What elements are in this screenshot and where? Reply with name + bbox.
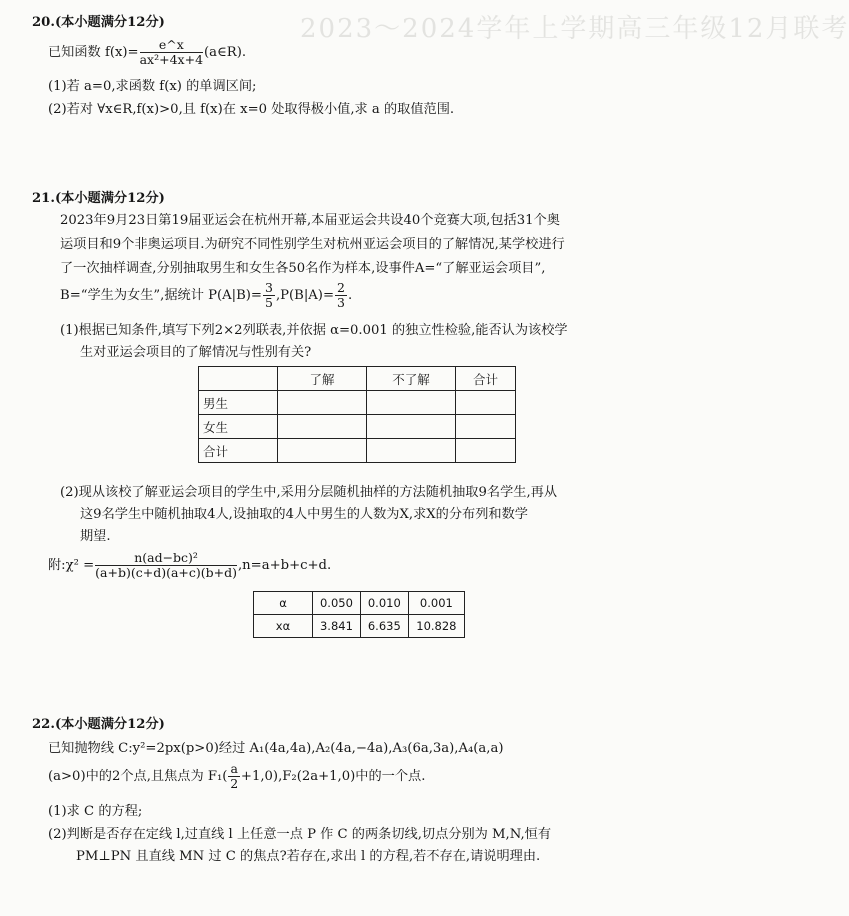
critical-value-label: α	[254, 592, 313, 615]
contingency-cell	[456, 415, 516, 439]
contingency-table	[198, 366, 516, 463]
critical-value-label: xα	[254, 615, 313, 638]
critical-value-cell: 6.635	[360, 615, 408, 638]
contingency-header-cell: 了解	[278, 367, 367, 391]
q21-line4-part-a: B=“学生为女生”,据统计 P(A|B)=	[60, 288, 262, 303]
contingency-cell	[456, 391, 516, 415]
q21-line4-part-c: .	[347, 288, 353, 303]
q21-appendix-formula	[48, 548, 331, 584]
critical-value-cell: 3.841	[313, 615, 361, 638]
contingency-header-cell	[199, 367, 278, 391]
q20-part-2: (2)若对 ∀x∈R,f(x)>0,且 f(x)在 x=0 处取得极小值,求 a 的取值范围.	[48, 102, 455, 117]
critical-value-cell: 0.001	[408, 592, 464, 615]
q22-part-2-line-1: (2)判断是否存在定线 l,过直线 l 上任意一点 P 作 C 的两条切线,切点分别为 M,N,恒有	[48, 827, 552, 842]
contingency-cell	[367, 415, 456, 439]
critical-value-row	[254, 592, 465, 615]
contingency-cell	[278, 415, 367, 439]
chi-square-denominator: (a+b)(c+d)(a+c)(b+d)	[95, 565, 237, 580]
q21-fraction-2-numerator: 2	[337, 280, 345, 295]
q22-text-line-2	[48, 760, 425, 794]
q20-given	[48, 36, 246, 70]
critical-value-cell: 0.050	[313, 592, 361, 615]
q22-focus-fraction	[228, 762, 239, 791]
critical-value-table	[253, 591, 465, 638]
q22-title: 22.(本小题满分12分)	[32, 717, 165, 732]
q21-part-1-line-2: 生对亚运会项目的了解情况与性别有关?	[80, 345, 312, 360]
contingency-header-row	[199, 367, 516, 391]
contingency-cell	[278, 439, 367, 463]
q20-given-prefix: 已知函数 f(x)=	[48, 45, 139, 60]
contingency-row-label: 男生	[199, 391, 278, 415]
q21-line4-part-b: ,P(B|A)=	[275, 288, 334, 303]
q21-part-1-line-1: (1)根据已知条件,填写下列2×2列联表,并依据 α=0.001 的独立性检验,能否认为该校学	[60, 323, 568, 338]
q21-fraction-1-denominator: 5	[264, 295, 273, 310]
contingency-cell	[367, 391, 456, 415]
q22-fraction-numerator: a	[230, 761, 238, 776]
faded-header-watermark: 2023～2024学年上学期高三年级12月联考	[300, 14, 849, 44]
q20-title: 20.(本小题满分12分)	[32, 15, 165, 30]
q21-text-line-3: 了一次抽样调查,分别抽取男生和女生各50名作为样本,设事件A=“了解亚运会项目”,	[60, 261, 546, 276]
appendix-suffix: ,n=a+b+c+d.	[237, 558, 332, 573]
q21-fraction-1	[263, 281, 275, 310]
q21-text-line-4	[60, 280, 352, 312]
q21-part-2-line-1: (2)现从该校了解亚运会项目的学生中,采用分层随机抽样的方法随机抽取9名学生,再从	[60, 485, 558, 500]
contingency-cell	[278, 391, 367, 415]
contingency-row	[199, 391, 516, 415]
contingency-header-cell: 合计	[456, 367, 516, 391]
critical-value-row	[254, 615, 465, 638]
q21-text-line-1: 2023年9月23日第19届亚运会在杭州开幕,本届亚运会共设40个竞赛大项,包括31个奥	[60, 213, 560, 228]
critical-value-cell: 0.010	[360, 592, 408, 615]
contingency-cell	[367, 439, 456, 463]
q22-text-line-1: 已知抛物线 C:y²=2px(p>0)经过 A₁(4a,4a),A₂(4a,−4a),A₃(6a,3a),A₄(a,a)	[48, 741, 504, 756]
q21-part-2-line-3: 期望.	[80, 529, 111, 544]
q22-line2-part-a: (a>0)中的2个点,且焦点为 F₁(	[48, 769, 228, 784]
q20-fraction-denominator: ax²+4x+4	[139, 52, 204, 67]
contingency-row-label: 女生	[199, 415, 278, 439]
contingency-row	[199, 439, 516, 463]
q20-fraction-numerator: e^x	[140, 38, 203, 53]
q22-part-2-line-2: PM⊥PN 且直线 MN 过 C 的焦点?若存在,求出 l 的方程,若不存在,请说明理由.	[76, 849, 541, 864]
q21-fraction-1-numerator: 3	[264, 280, 273, 295]
contingency-row	[199, 415, 516, 439]
chi-square-numerator: n(ad−bc)²	[95, 551, 237, 566]
contingency-cell	[456, 439, 516, 463]
contingency-header-cell: 不了解	[367, 367, 456, 391]
q21-part-2-line-2: 这9名学生中随机抽取4人,设抽取的4人中男生的人数为X,求X的分布列和数学	[80, 507, 528, 522]
q22-part-1: (1)求 C 的方程;	[48, 804, 143, 819]
appendix-prefix: 附:χ² =	[48, 558, 95, 573]
q21-fraction-2-denominator: 3	[337, 295, 345, 310]
q22-fraction-denominator: 2	[230, 776, 239, 791]
q21-text-line-2: 运项目和9个非奥运项目.为研究不同性别学生对杭州亚运会项目的了解情况,某学校进行	[60, 237, 565, 252]
contingency-row-label: 合计	[199, 439, 278, 463]
q20-part-1: (1)若 a=0,求函数 f(x) 的单调区间;	[48, 79, 257, 94]
q21-title: 21.(本小题满分12分)	[32, 191, 165, 206]
q20-function-fraction	[140, 38, 203, 67]
critical-value-cell: 10.828	[408, 615, 464, 638]
q21-fraction-2	[335, 281, 347, 310]
q22-line2-part-b: +1,0),F₂(2a+1,0)中的一个点.	[240, 769, 426, 784]
chi-square-fraction	[95, 551, 237, 580]
q20-given-suffix: (a∈R).	[204, 45, 247, 60]
